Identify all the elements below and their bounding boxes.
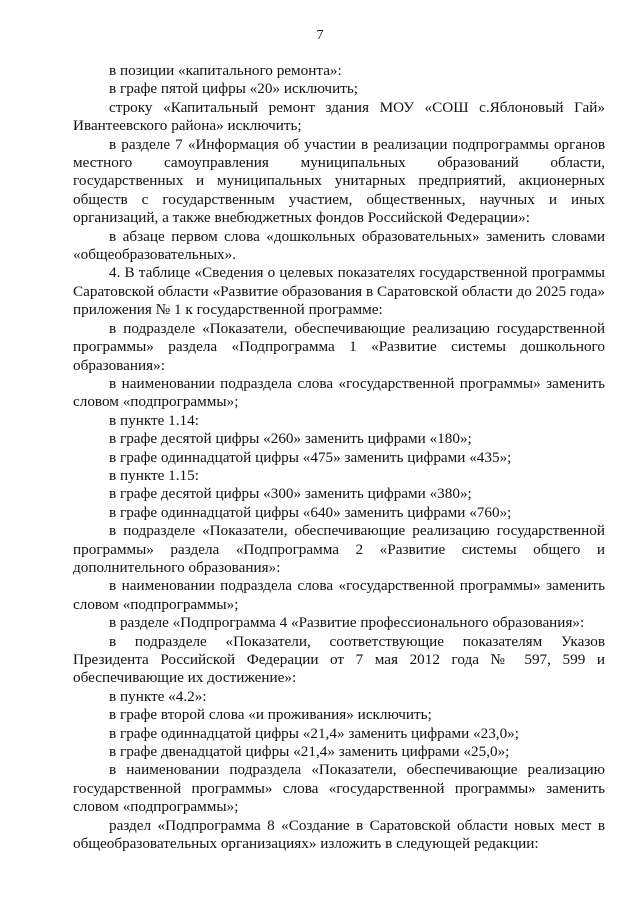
paragraph: в графе одиннадцатой цифры «640» заменить цифрами «760»; [109, 503, 512, 521]
page-number: 7 [316, 28, 324, 43]
paragraph: в наименовании подраздела «Показатели, обеспечивающие реализацию государственной программы» слова «государственной программы» заменить словом «подпрограммы»; [73, 761, 605, 816]
paragraph: в абзаце первом слова «дошкольных образовательных» заменить словами «общеобразовательных». [73, 227, 605, 264]
paragraph: в наименовании подраздела слова «государственной программы» заменить словом «подпрограммы»; [73, 374, 605, 411]
paragraph: в графе десятой цифры «300» заменить цифрами «380»; [109, 485, 472, 503]
paragraph: раздел «Подпрограмма 8 «Создание в Саратовской области новых мест в общеобразовательных организациях» изложить в следующей редакции: [73, 816, 605, 853]
paragraph: в разделе 7 «Информация об участии в реализации подпрограммы органов местного самоуправления муниципальных образований области, государственных и муниципальных унитарных предприятий, акционерных обществ с государственным участием, общественных, научных и иных организаций, а также внебюджетных фондов Российской Федерации»: [73, 135, 605, 227]
paragraph: 4. В таблице «Сведения о целевых показателях государственной программы Саратовской области «Развитие образования в Саратовской области до 2025 года» приложения № 1 к государственной программе: [73, 264, 605, 319]
paragraph: строку «Капитальный ремонт здания МОУ «СОШ с.Яблоновый Гай» Ивантеевского района» исключить; [73, 98, 605, 135]
paragraph: в графе второй слова «и проживания» исключить; [109, 706, 432, 724]
paragraph: в пункте 1.14: [109, 411, 199, 429]
paragraph: в разделе «Подпрограмма 4 «Развитие профессионального образования»: [109, 614, 585, 632]
paragraph: в пункте «4.2»: [109, 687, 207, 705]
paragraph: в пункте 1.15: [109, 466, 199, 484]
paragraph: в подразделе «Показатели, обеспечивающие реализацию государственной программы» раздела «Подпрограмма 2 «Развитие системы общего и дополнительного образования»: [73, 522, 605, 576]
paragraph: в графе пятой цифры «20» исключить; [109, 80, 358, 98]
paragraph: в наименовании подраздела слова «государственной программы» заменить словом «подпрограммы»; [73, 577, 605, 613]
document-body [73, 62, 605, 853]
paragraph: в позиции «капитального ремонта»: [109, 62, 342, 79]
paragraph: в графе двенадцатой цифры «21,4» заменить цифрами «25,0»; [109, 743, 510, 761]
paragraph: в графе десятой цифры «260» заменить цифрами «180»; [109, 430, 472, 448]
paragraph: в графе одиннадцатой цифры «21,4» заменить цифрами «23,0»; [109, 724, 519, 742]
paragraph: в графе одиннадцатой цифры «475» заменить цифрами «435»; [109, 448, 512, 466]
paragraph: в подразделе «Показатели, соответствующие показателям Указов Президента Российской Федерации от 7 мая 2012 года № 597, 599 и обеспечивающие их достижение»: [73, 632, 605, 687]
paragraph: в подразделе «Показатели, обеспечивающие реализацию государственной программы» раздела «Подпрограмма 1 «Развитие системы дошкольного образования»: [73, 319, 605, 374]
